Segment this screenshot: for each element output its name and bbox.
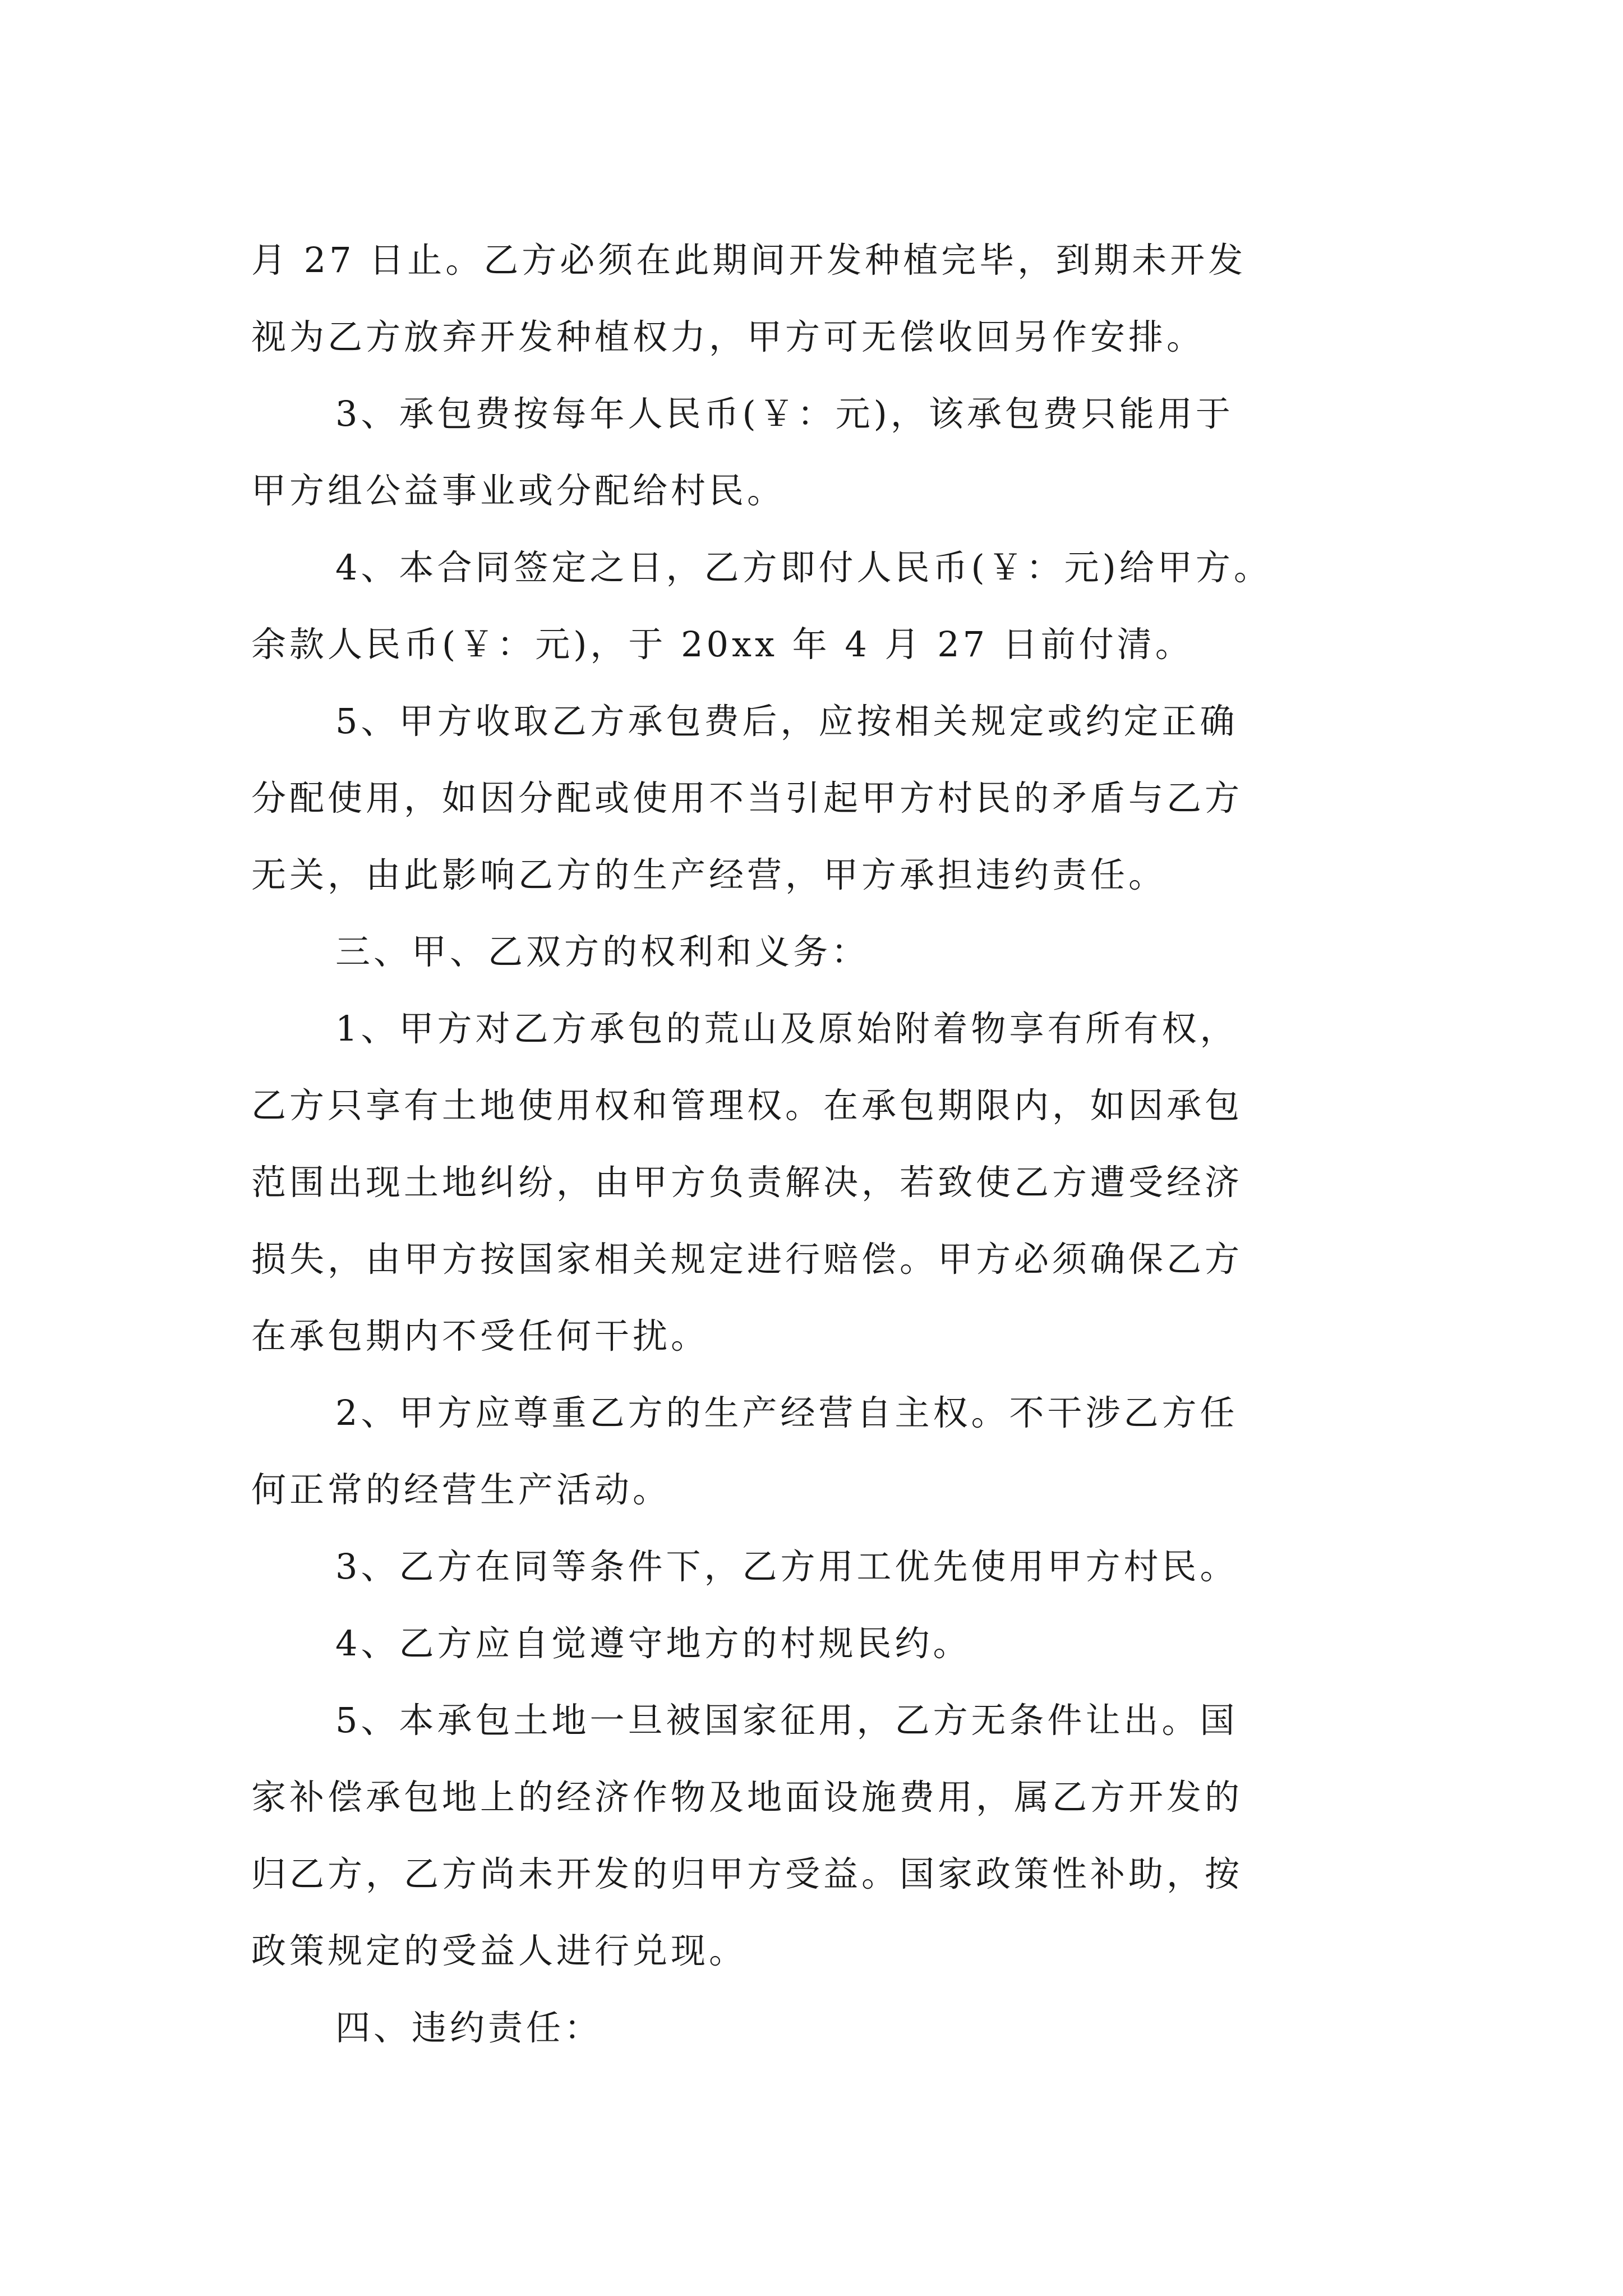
section3-clause-3: 3、乙方在同等条件下，乙方用工优先使用甲方村民。 [335, 1546, 1238, 1587]
section-heading-4: 四、违约责任： [335, 2007, 603, 2048]
text-line: 分配使用，如因分配或使用不当引起甲方村民的矛盾与乙方 [251, 777, 1243, 818]
text-line: 乙方只享有土地使用权和管理权。在承包期限内，如因承包 [251, 1085, 1243, 1126]
section3-clause-4: 4、乙方应自觉遵守地方的村规民约。 [335, 1623, 971, 1664]
clause-3-start: 3、承包费按每年人民币(￥：元)，该承包费只能用于 [335, 393, 1234, 434]
section-heading-3: 三、甲、乙双方的权利和义务： [335, 931, 870, 972]
section3-clause-2-start: 2、甲方应尊重乙方的生产经营自主权。不干涉乙方任 [335, 1392, 1238, 1433]
clause-5-start: 5、甲方收取乙方承包费后，应按相关规定或约定正确 [335, 701, 1238, 742]
text-line: 家补偿承包地上的经济作物及地面设施费用，属乙方开发的 [251, 1777, 1243, 1818]
text-line: 何正常的经营生产活动。 [251, 1469, 671, 1510]
text-line: 甲方组公益事业或分配给村民。 [251, 470, 786, 511]
section3-clause-1-start: 1、甲方对乙方承包的荒山及原始附着物享有所有权， [335, 1008, 1238, 1049]
text-line: 范围出现土地纠纷，由甲方负责解决，若致使乙方遭受经济 [251, 1162, 1243, 1203]
clause-4-start: 4、本合同签定之日，乙方即付人民币(￥：元)给甲方。 [335, 547, 1272, 588]
text-line: 归乙方，乙方尚未开发的归甲方受益。国家政策性补助，按 [251, 1853, 1243, 1894]
text-line: 政策规定的受益人进行兑现。 [251, 1930, 748, 1971]
text-line: 月 27 日止。乙方必须在此期间开发种植完毕，到期未开发 [251, 240, 1247, 280]
text-line: 在承包期内不受任何干扰。 [251, 1315, 709, 1356]
document-body [251, 222, 1390, 2066]
section3-clause-5-start: 5、本承包土地一旦被国家征用，乙方无条件让出。国 [335, 1700, 1238, 1741]
text-line: 损失，由甲方按国家相关规定进行赔偿。甲方必须确保乙方 [251, 1239, 1243, 1280]
text-line: 视为乙方放弃开发种植权力，甲方可无偿收回另作安排。 [251, 316, 1205, 357]
text-line: 余款人民币(￥：元)，于 20xx 年 4 月 27 日前付清。 [251, 624, 1193, 665]
text-line: 无关，由此影响乙方的生产经营，甲方承担违约责任。 [251, 854, 1167, 895]
